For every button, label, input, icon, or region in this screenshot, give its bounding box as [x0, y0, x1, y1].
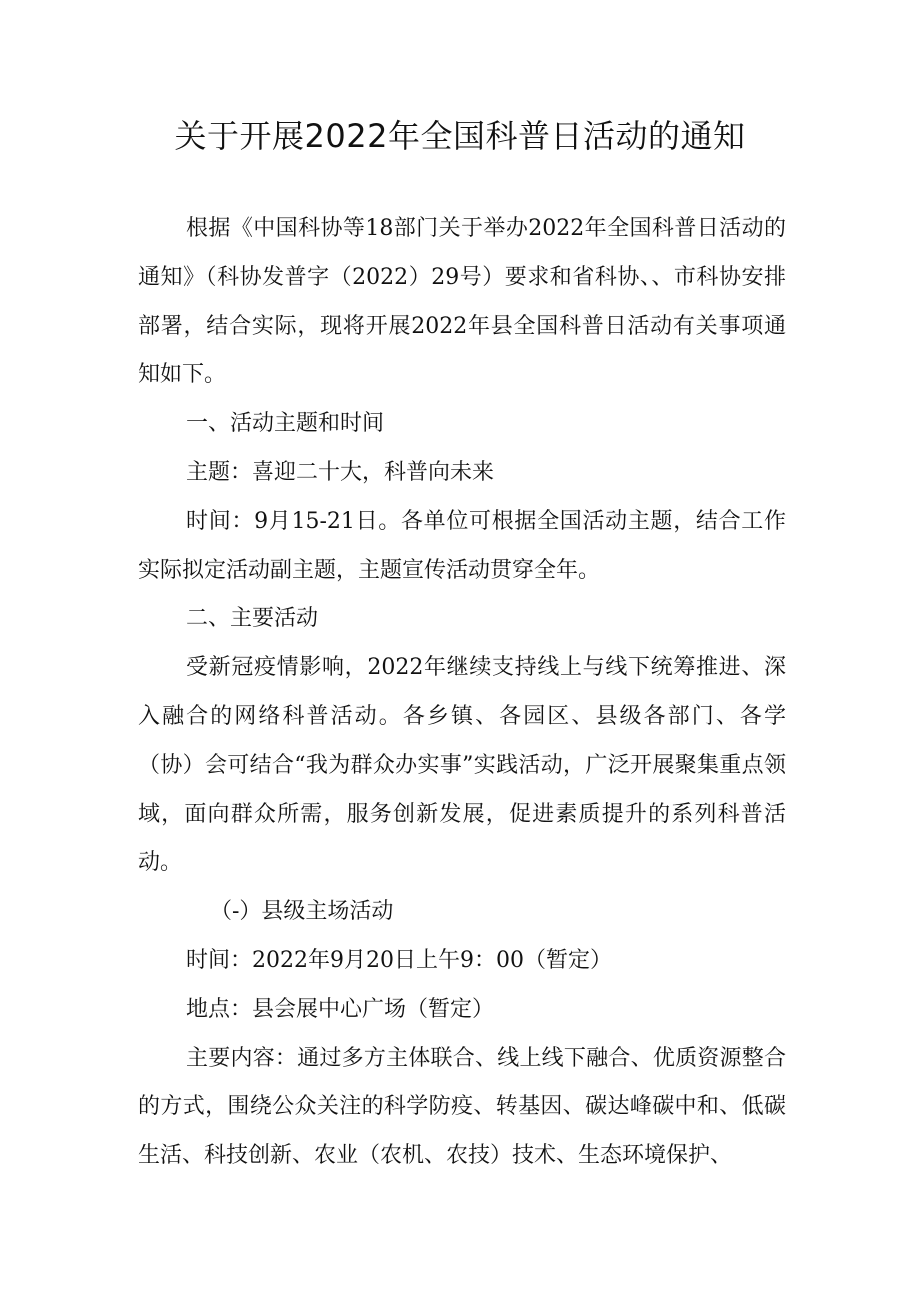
paragraph-intro: 根据《中国科协等18部门关于举办2022年全国科普日活动的通知》（科协发普字（2022）29号）要求和省科协、、市科协安排部署，结合实际，现将开展2022年县全国科普日活动有关事项通知如下。 [138, 216, 786, 388]
paragraph-event-location: 地点：县会展中心广场（暂定） [186, 996, 495, 1022]
paragraph-event-time: 时间：2022年9月20日上午9：00（暂定） [186, 947, 612, 973]
document-body [138, 205, 786, 1181]
paragraph-activities: 受新冠疫情影响，2022年继续支持线上与线下统筹推进、深入融合的网络科普活动。各乡镇、各园区、县级各部门、各学（协）会可结合“我为群众办实事”实践活动，广泛开展聚集重点领域，面向群众所需，服务创新发展，促进素质提升的系列科普活动。 [138, 655, 786, 876]
heading-theme-and-time: 一、活动主题和时间 [186, 411, 385, 437]
subheading-county-main-event: （-）县级主场活动 [210, 899, 394, 925]
document-title: 关于开展2022年全国科普日活动的通知 [174, 117, 746, 155]
paragraph-event-content: 主要内容：通过多方主体联合、线上线下融合、优质资源整合的方式，围绕公众关注的科学防疫、转基因、碳达峰碳中和、低碳生活、科技创新、农业（农机、农技）技术、生态环境保护、 [138, 1045, 786, 1169]
heading-main-activities: 二、主要活动 [186, 606, 319, 632]
paragraph-time: 时间：9月15-21日。各单位可根据全国活动主题，结合工作实际拟定活动副主题，主题宣传活动贯穿全年。 [138, 508, 786, 583]
paragraph-theme: 主题：喜迎二十大，科普向未来 [186, 459, 495, 485]
